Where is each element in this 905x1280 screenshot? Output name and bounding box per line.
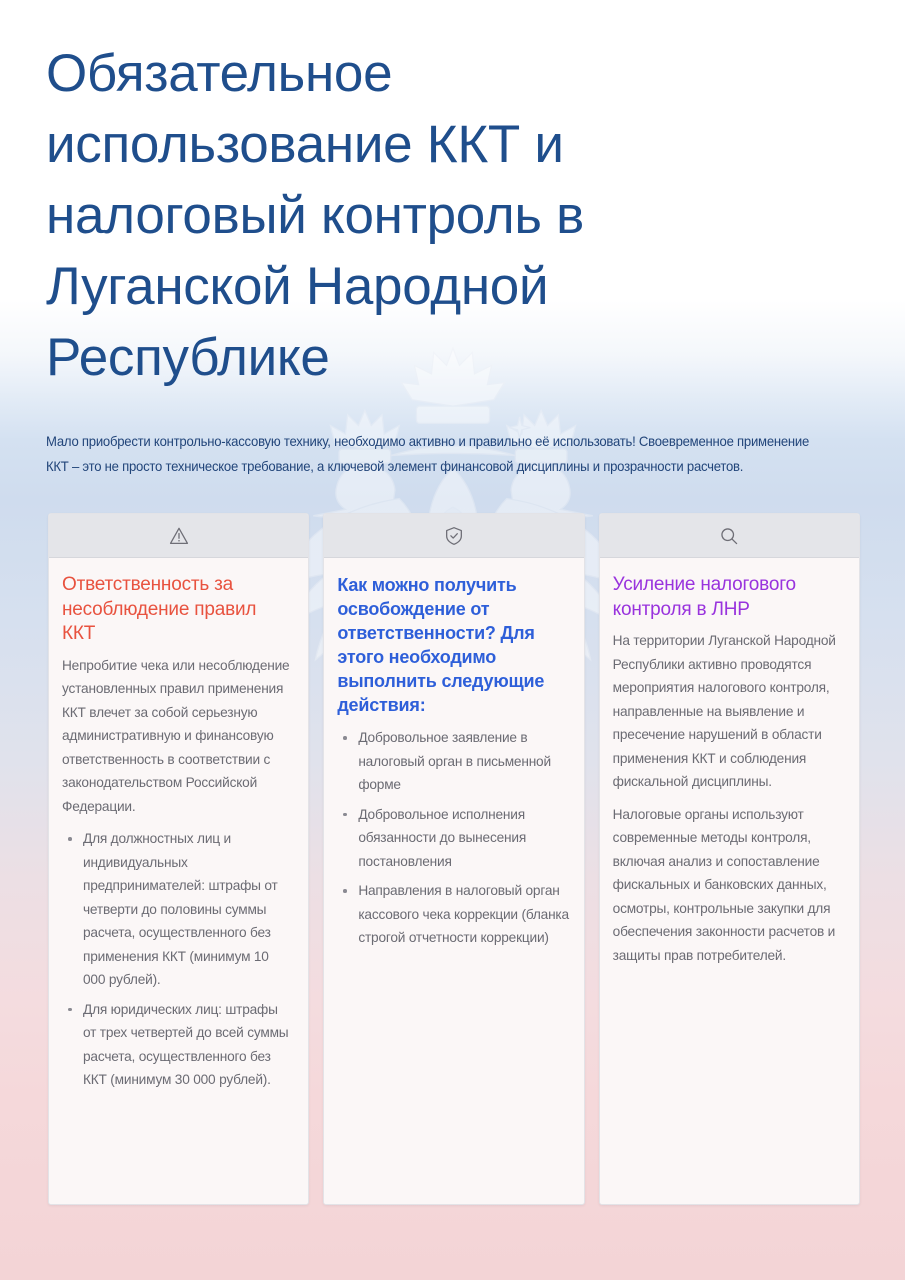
warning-triangle-icon	[168, 525, 190, 547]
list-item: Для должностных лиц и индивидуальных предпринимателей: штрафы от четверти до половины суммы расчета, осуществленного без применения ККТ (минимум 10 000 рублей).	[62, 827, 294, 992]
list-item: Добровольное заявление в налоговый орган в письменной форме	[337, 726, 569, 797]
magnifier-icon	[718, 525, 740, 547]
card-exemption	[323, 513, 584, 1205]
card-tax-control	[599, 513, 860, 1205]
card-paragraph: Непробитие чека или несоблюдение установленных правил применения ККТ влечет за собой серьезную административную и финансовую ответственность в соответствии с законодательством Российской Федерации.	[62, 657, 290, 814]
page-title: Обязательное использование ККТ и налоговый контроль в Луганской Народной Республике	[46, 44, 584, 387]
card-body	[49, 558, 308, 1110]
card-header	[324, 514, 583, 558]
card-bullet-list	[62, 827, 294, 1092]
card-header	[600, 514, 859, 558]
card-header	[49, 514, 308, 558]
card-paragraph: Налоговые органы используют современные методы контроля, включая анализ и сопоставление фискальных и банковских данных, осмотры, контрольные закупки для обеспечения законности расчетов и защиты прав потребителей.	[612, 806, 836, 963]
card-title: Усиление налогового контроля в ЛНР	[612, 574, 796, 620]
list-item: Добровольное исполнения обязанности до вынесения постановления	[337, 803, 569, 874]
card-paragraph: На территории Луганской Народной Республики активно проводятся мероприятия налогового контроля, направленные на выявление и пресечение нарушений в области применения ККТ и соблюдения фискальной дисциплины.	[612, 633, 836, 789]
card-body	[324, 558, 583, 968]
list-item: Для юридических лиц: штрафы от трех четвертей до всей суммы расчета, осуществленного без ККТ (минимум 30 000 рублей).	[62, 998, 294, 1092]
shield-check-icon	[443, 525, 465, 547]
card-responsibility	[48, 513, 309, 1205]
cards-row	[48, 513, 860, 1205]
intro-paragraph: Мало приобрести контрольно-кассовую технику, необходимо активно и правильно её использовать! Своевременное применение ККТ – это не просто техническое требование, а ключевой элемент финансовой дисциплины и прозрачности расчетов.	[46, 434, 810, 474]
card-title: Как можно получить освобождение от ответственности? Для этого необходимо выполнить следующие действия:	[337, 575, 545, 715]
card-body	[600, 558, 859, 985]
card-title: Ответственность за несоблюдение правил ККТ	[62, 574, 257, 644]
list-item: Направления в налоговый орган кассового чека коррекции (бланка строгой отчетности коррекции)	[337, 879, 569, 950]
card-bullet-list	[337, 726, 569, 950]
